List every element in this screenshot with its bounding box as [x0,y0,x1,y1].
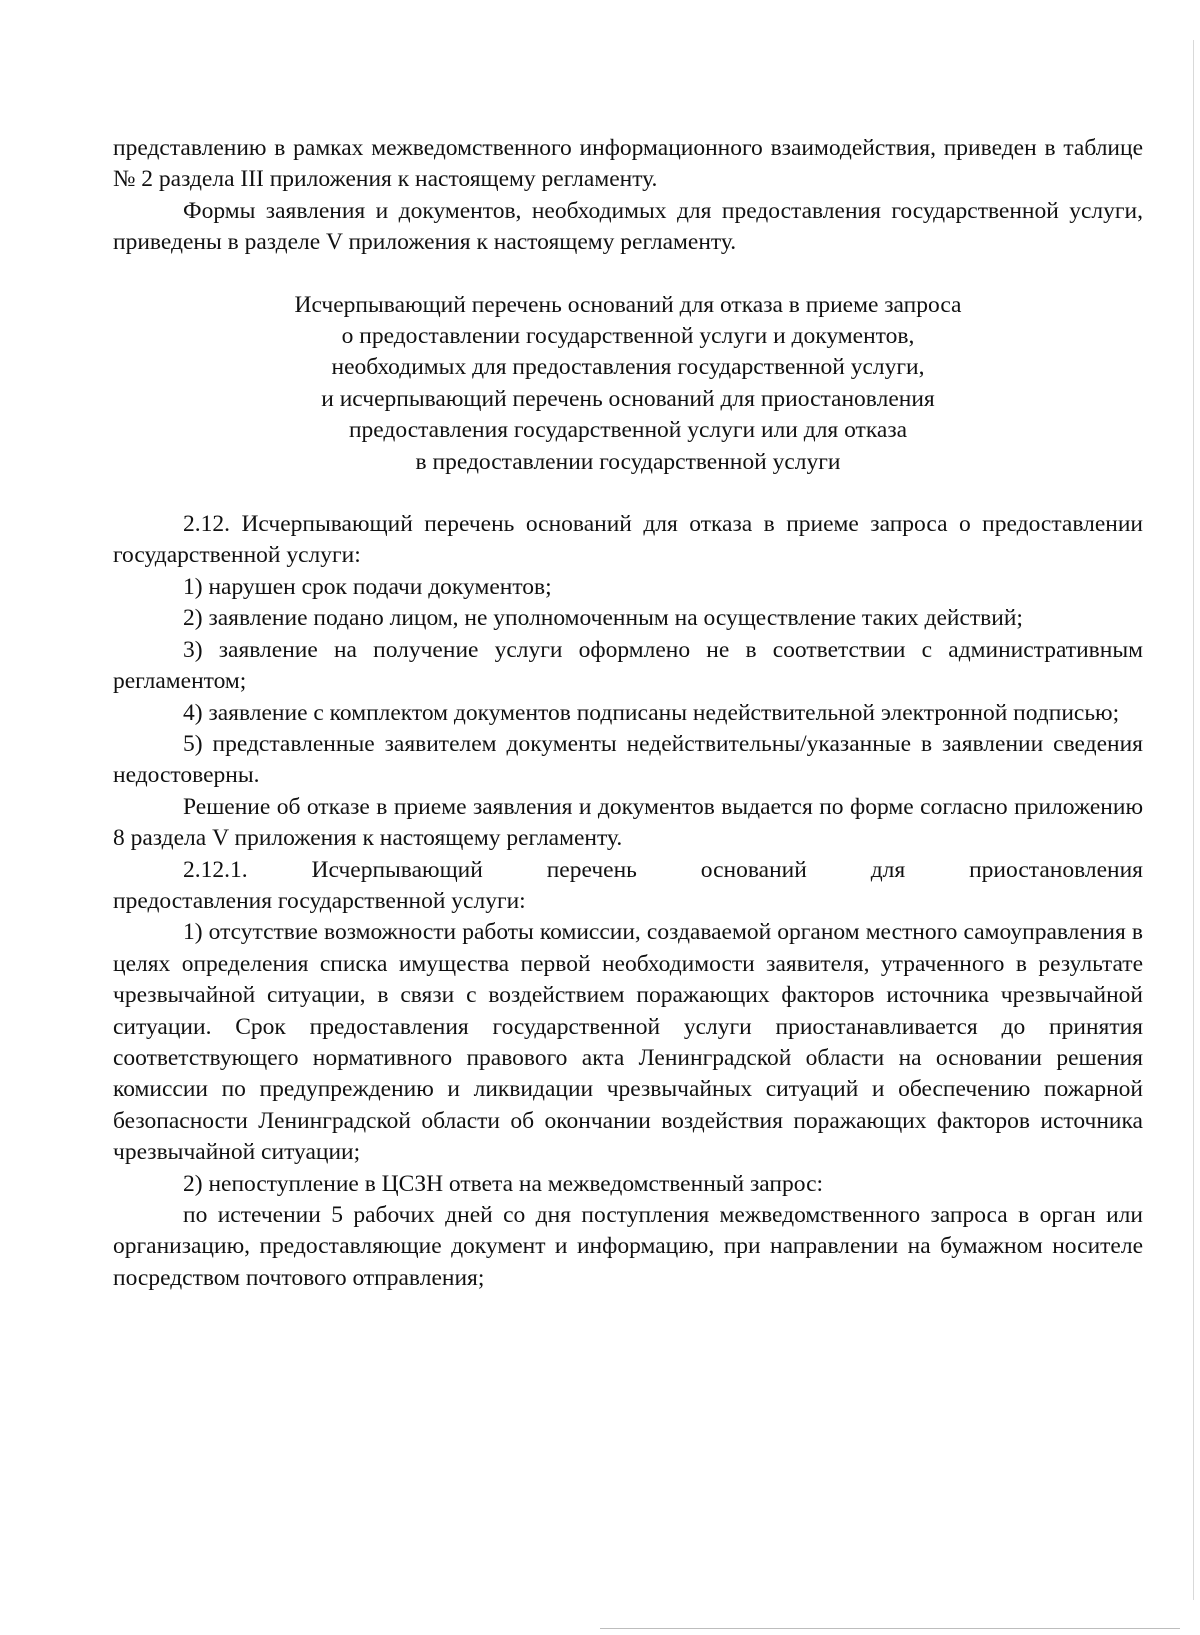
word: перечень [546,856,637,883]
section-heading [113,290,1143,478]
heading-line: в предоставлении государственной услуги [415,448,841,475]
list-item-suspension-2: 2) непоступление в ЦСЗН ответа на межведомственный запрос: [183,1170,824,1197]
list-item-suspension-1: 1) отсутствие возможности работы комиссии, создаваемой органом местного самоуправления в целях определения списка имущества первой необходимости заявителя, утраченного в результате чрезвычайной ситуации, в связи с воздействием поражающих факторов источника чрезвычайной ситуации. Срок предоставления государственной услуги приостанавливается до принятия соответствующего нормативного правового акта Ленинградской области на основании решения комиссии по предупреждению и ликвидации чрезвычайных ситуаций и обеспечению пожарной безопасности Ленинградской области об окончании воздействия поражающих факторов источника чрезвычайной ситуации; [113,919,1143,1166]
paragraph-forms: Формы заявления и документов, необходимых для предоставления государственной услуги, приведены в разделе V приложения к настоящему регламенту. [113,197,1143,256]
word: оснований [700,856,807,883]
list-item-refusal-5: 5) представленные заявителем документы недействительны/указанные в заявлении сведения недостоверны. [113,730,1143,789]
word: для [870,856,906,883]
document-body [113,133,1143,1294]
word: 2.12.1. [183,856,248,883]
list-item-refusal-1: 1) нарушен срок подачи документов; [183,573,552,600]
sheet-edge-right [1193,40,1194,1600]
heading-line: и исчерпывающий перечень оснований для приостановления [321,385,935,412]
heading-line: о предоставлении государственной услуги и документов, [341,323,915,350]
word: приостановления [969,856,1143,883]
paragraph-suspension-2-detail: по истечении 5 рабочих дней со дня поступления межведомственного запроса в орган или организацию, предоставляющие документ и информацию, при направлении на бумажном носителе посредством почтового отправления; [113,1202,1143,1291]
heading-line: необходимых для предоставления государственной услуги, [331,354,925,381]
list-item-refusal-3: 3) заявление на получение услуги оформлено не в соответствии с административным регламентом; [113,636,1143,695]
list-item-refusal-2: 2) заявление подано лицом, не уполномоченным на осуществление таких действий; [183,605,1023,632]
list-item-refusal-4: 4) заявление с комплектом документов подписаны недействительной электронной подписью; [183,699,1120,726]
paragraph-continuation: представлению в рамках межведомственного информационного взаимодействия, приведен в таблице № 2 раздела III приложения к настоящему регламенту. [113,135,1143,193]
paragraph-2-12-1-tail: предоставления государственной услуги: [113,887,526,914]
heading-line: Исчерпывающий перечень оснований для отказа в приеме запроса [294,291,962,318]
paragraph-2-12-1-first-line [113,855,1143,886]
paragraph-decision: Решение об отказе в приеме заявления и документов выдается по форме согласно приложению 8 раздела V приложения к настоящему регламенту. [113,793,1143,852]
word: Исчерпывающий [311,856,483,883]
heading-line: предоставления государственной услуги или для отказа [348,417,908,444]
sheet-edge-bottom [600,1628,1180,1629]
paragraph-2-12: 2.12. Исчерпывающий перечень оснований для отказа в приеме запроса о предоставлении государственной услуги: [113,511,1143,569]
